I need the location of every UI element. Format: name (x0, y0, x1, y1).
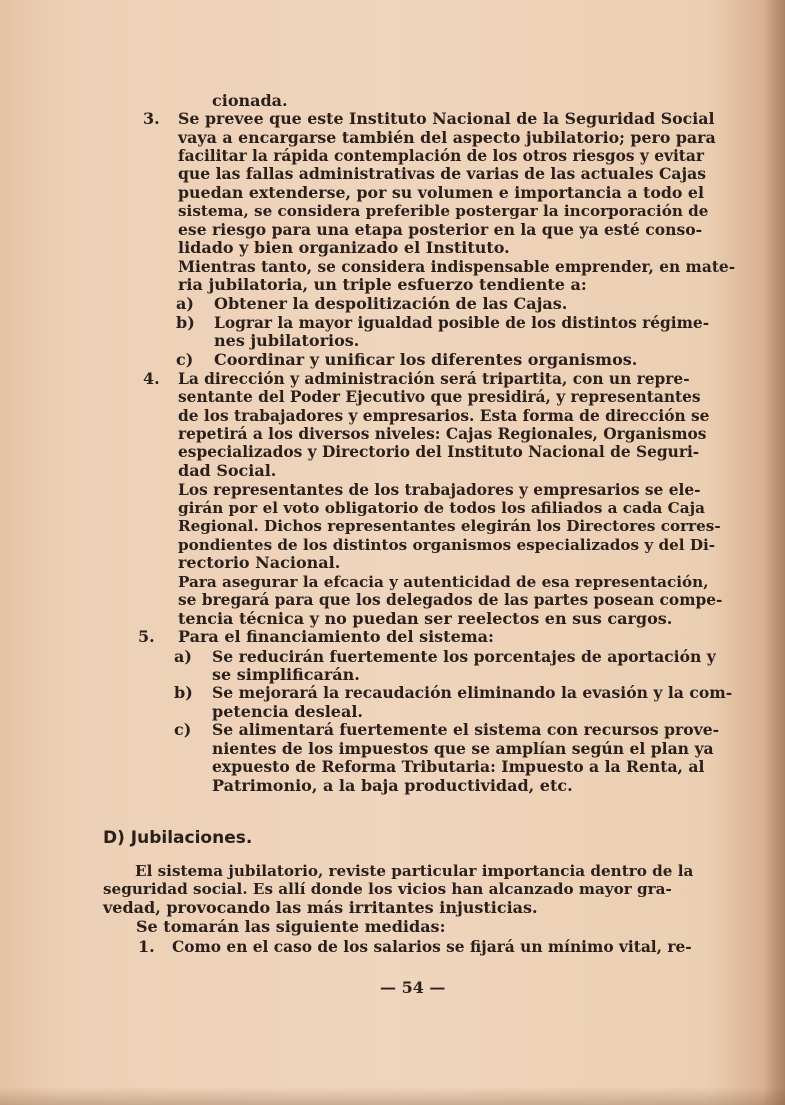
text-line: se bregará para que los delegados de las partes posean compe- (178, 591, 723, 609)
text-line: Los representantes de los trabajadores y empresarios se ele- (178, 481, 701, 499)
text-line: vedad, provocando las más irritantes injusticias. (103, 898, 538, 917)
text-line: Para el financiamiento del sistema: (178, 627, 494, 646)
item-number-1: 1. (138, 937, 155, 956)
item-number-5: 5. (138, 627, 155, 646)
text-line: Se alimentará fuertemente el sistema con recursos prove- (212, 720, 720, 739)
text-line: repetirá a los diversos niveles: Cajas Regionales, Organismos (178, 425, 707, 443)
text-line: dad Social. (178, 461, 277, 480)
text-line: facilitar la rápida contemplación de los otros riesgos y evitar (178, 147, 704, 165)
text-line: nientes de los impuestos que se amplían según el plan ya (212, 739, 714, 758)
text-line: Se prevee que este Instituto Nacional de la Seguridad Social (178, 109, 715, 128)
text-line: lidado y bien organizado el Instituto. (178, 238, 510, 257)
page-edge-shadow (763, 0, 785, 1105)
text-line: ese riesgo para una etapa posterior en la que ya esté conso- (178, 220, 703, 239)
text-line: Mientras tanto, se considera indispensable emprender, en mate- (178, 258, 736, 276)
page-number: — 54 — (380, 978, 446, 997)
text-line: Se reducirán fuertemente los porcentajes de aportación y (212, 647, 716, 666)
subitem-marker-a: a) (174, 647, 192, 666)
text-line: vaya a encargarse también del aspecto jubilatorio; pero para (178, 128, 716, 147)
text-line: Como en el caso de los salarios se fijará un mínimo vital, re- (172, 938, 692, 956)
text-line: girán por el voto obligatorio de todos los afiliados a cada Caja (178, 499, 705, 517)
text-line: El sistema jubilatorio, reviste particular importancia dentro de la (135, 862, 694, 880)
text-line: ria jubilatoria, un triple esfuerzo tendiente a: (178, 275, 587, 294)
text-line: expuesto de Reforma Tributaria: Impuesto a la Renta, al (212, 757, 705, 776)
section-heading: D) Jubilaciones. (103, 828, 253, 848)
text-line: Lograr la mayor igualdad posible de los distintos régime- (214, 314, 710, 332)
text-line: Se mejorará la recaudación eliminando la evasión y la com- (212, 683, 733, 702)
subitem-marker-b: b) (174, 683, 193, 702)
text-line: sentante del Poder Ejecutivo que presidirá, y representantes (178, 388, 701, 406)
text-line: nes jubilatorios. (214, 331, 360, 350)
text-line: puedan extenderse, por su volumen e importancia a todo el (178, 183, 704, 202)
text-line: Patrimonio, a la baja productividad, etc. (212, 776, 573, 795)
text-line: se simplificarán. (212, 665, 360, 684)
text-line: sistema, se considera preferible postergar la incorporación de (178, 202, 709, 220)
text-line: pondientes de los distintos organismos especializados y del Di- (178, 536, 716, 554)
text-line: Regional. Dichos representantes elegirán los Directores corres- (178, 517, 721, 535)
subitem-marker-c: c) (174, 720, 192, 739)
text-line: cionada. (212, 91, 288, 110)
page-bottom-shadow (0, 1087, 785, 1105)
text-line: Para asegurar la efcacia y autenticidad de esa representación, (178, 573, 709, 591)
text-line: Se tomarán las siguiente medidas: (136, 917, 446, 936)
text-line: de los trabajadores y empresarios. Esta forma de dirección se (178, 407, 710, 425)
text-line: especializados y Directorio del Instituto Nacional de Seguri- (178, 443, 700, 461)
text-line: Obtener la despolitización de las Cajas. (214, 294, 568, 313)
text-line: rectorio Nacional. (178, 553, 341, 572)
text-line: tencia técnica y no puedan ser reelectos en sus cargos. (178, 609, 673, 628)
subitem-marker-b: b) (176, 313, 195, 332)
text-line: Coordinar y unificar los diferentes organismos. (214, 350, 638, 369)
text-line: La dirección y administración será tripartita, con un repre- (178, 370, 690, 388)
item-number-4: 4. (143, 369, 160, 388)
item-number-3: 3. (143, 109, 160, 128)
text-line: que las fallas administrativas de varias de las actuales Cajas (178, 164, 706, 183)
subitem-marker-a: a) (176, 294, 194, 313)
text-line: seguridad social. Es allí donde los vicios han alcanzado mayor gra- (103, 880, 672, 898)
text-line: petencia desleal. (212, 702, 363, 721)
subitem-marker-c: c) (176, 350, 194, 369)
